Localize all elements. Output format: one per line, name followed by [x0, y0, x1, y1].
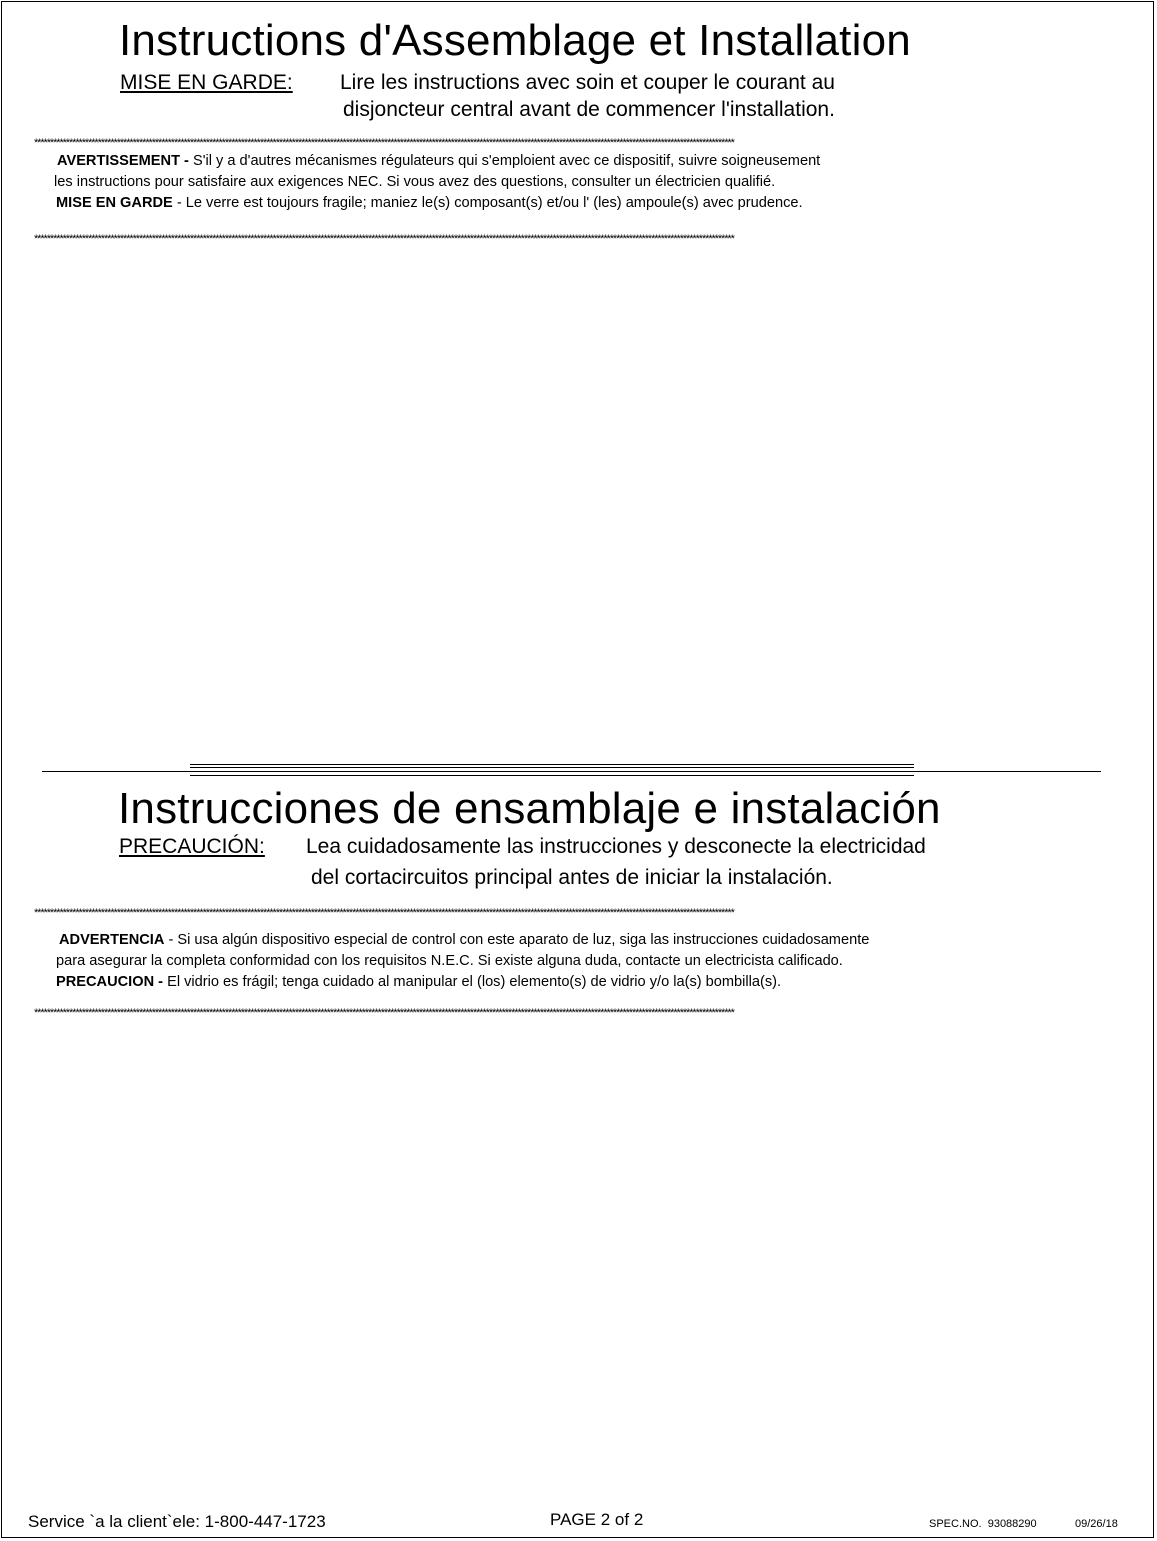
french-warning-line1: [57, 151, 820, 172]
french-glass-text: - Le verre est toujours fragile; maniez le(s) composant(s) et/ou l' (les) ampoule(s) avec prudence.: [172, 195, 803, 211]
spanish-glass-text: El vidrio es frágil; tenga cuidado al manipular el (los) elemento(s) de vidrio y/o la(s) bombilla(s).: [163, 974, 782, 990]
divider-double-line-top: [190, 764, 914, 765]
spanish-caution-line1: Lea cuidadosamente las instrucciones y desconecte la electricidad: [306, 835, 926, 858]
spanish-warning-line2: para asegurar la completa conformidad con los requisitos N.E.C. Si existe alguna duda, contacte un electricista calificado.: [56, 953, 843, 969]
french-caution-label: MISE EN GARDE:: [120, 71, 293, 94]
spanish-warning-label: ADVERTENCIA: [59, 932, 165, 948]
divider-double-line-bottom: [190, 775, 914, 776]
separator-stars: ****************************************************************************************************************************************************************************************************************************: [34, 233, 734, 245]
french-glass-line: [56, 193, 803, 214]
divider-line: [42, 771, 1101, 772]
french-caution-line1: Lire les instructions avec soin et couper le courant au: [340, 71, 835, 94]
spec-date: 09/26/18: [1075, 1518, 1118, 1530]
spanish-glass-line: [56, 972, 781, 993]
spanish-caution-label: PRECAUCIÓN:: [119, 835, 265, 858]
divider-double-line-mid: [190, 767, 914, 768]
french-caution-line2: disjoncteur central avant de commencer l'installation.: [343, 98, 835, 121]
separator-stars: ****************************************************************************************************************************************************************************************************************************: [34, 137, 734, 149]
page-of: of: [614, 1510, 630, 1529]
spanish-title: Instrucciones de ensamblaje e instalación: [118, 784, 941, 833]
french-warning-label: AVERTISSEMENT -: [57, 153, 189, 169]
spec-number: [929, 1518, 1037, 1530]
spanish-glass-label: PRECAUCION -: [56, 974, 164, 990]
spanish-warning-text1: - Si usa algún dispositivo especial de control con este aparato de luz, siga las instrucciones cuidadosamente: [164, 932, 870, 948]
spec-label: SPEC.NO.: [929, 1518, 982, 1530]
spanish-caution-line2: del cortacircuitos principal antes de iniciar la instalación.: [311, 866, 833, 889]
page-indicator: [550, 1510, 643, 1530]
customer-service-phone: Service `a la client`ele: 1-800-447-1723: [28, 1512, 326, 1531]
separator-stars: ****************************************************************************************************************************************************************************************************************************: [34, 907, 734, 919]
spec-value: 93088290: [987, 1518, 1037, 1530]
french-warning-text1: S'il y a d'autres mécanismes régulateurs qui s'emploient avec ce dispositif, suivre soigneusement: [188, 153, 821, 169]
french-glass-label: MISE EN GARDE: [56, 195, 173, 211]
french-warning-line2: les instructions pour satisfaire aux exigences NEC. Si vous avez des questions, consulter un électricien qualifié.: [54, 174, 776, 190]
page-total: 2: [633, 1510, 644, 1529]
page-label: PAGE: [550, 1510, 596, 1529]
french-title: Instructions d'Assemblage et Installation: [119, 16, 911, 65]
page-number: 2: [600, 1510, 611, 1529]
spanish-warning-line1: [59, 930, 869, 951]
separator-stars: ****************************************************************************************************************************************************************************************************************************: [34, 1007, 734, 1019]
